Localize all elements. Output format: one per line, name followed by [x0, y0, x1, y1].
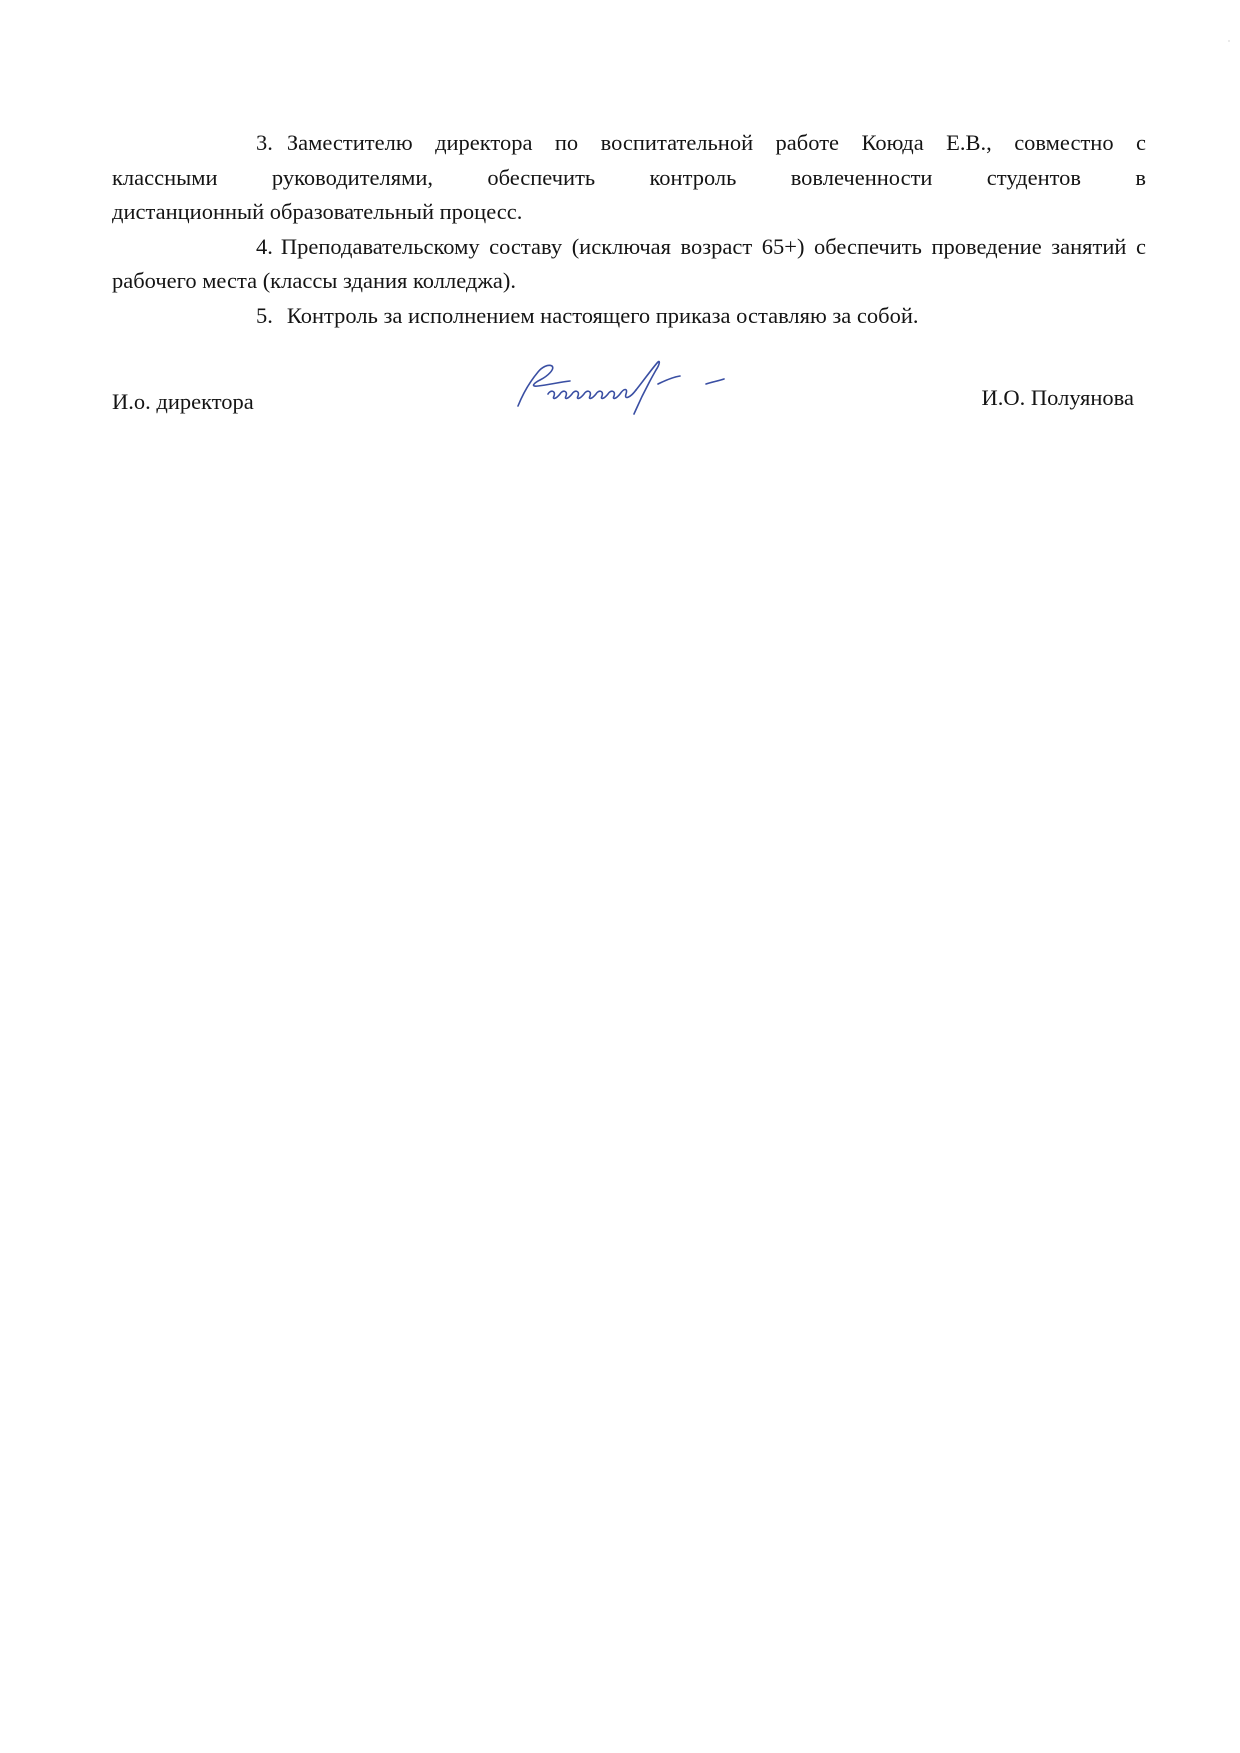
order-item-number: 4. — [256, 233, 273, 259]
handwritten-signature — [508, 354, 758, 424]
order-item-text: Контроль за исполнением настоящего приказа оставляю за собой. — [286, 302, 919, 328]
order-item-3-line-1 — [112, 126, 1146, 161]
order-item-5 — [112, 299, 1146, 334]
position-title: И.о. директора — [112, 389, 254, 414]
signature-stroke-tail — [658, 376, 680, 384]
order-item-4 — [112, 230, 1146, 299]
order-item-3-line-2: классными руководителями, обеспечить контроль вовлеченности студентов в — [112, 164, 1146, 190]
order-item-number: 5. — [256, 302, 273, 328]
signature-stroke-initial — [518, 365, 570, 406]
signer-name: И.О. Полуянова — [981, 385, 1134, 410]
order-item-3 — [112, 126, 1146, 230]
scan-artifact — [1228, 40, 1230, 42]
signature-stroke-dash — [706, 379, 724, 384]
order-item-text: Преподавательскому составу (исключая возраст 65+) обеспечить проведение занятий с рабочего места (классы здания колледжа). — [112, 233, 1146, 293]
order-body — [112, 126, 1146, 333]
signature-stroke-loops — [548, 390, 636, 399]
signature-stroke-flourish — [634, 361, 659, 414]
order-item-number: 3. — [256, 130, 273, 155]
order-item-3-line-3: дистанционный образовательный процесс. — [112, 199, 523, 224]
order-item-text: Заместителю директора по воспитательной работе Коюда Е.В., совместно с — [286, 130, 1146, 155]
